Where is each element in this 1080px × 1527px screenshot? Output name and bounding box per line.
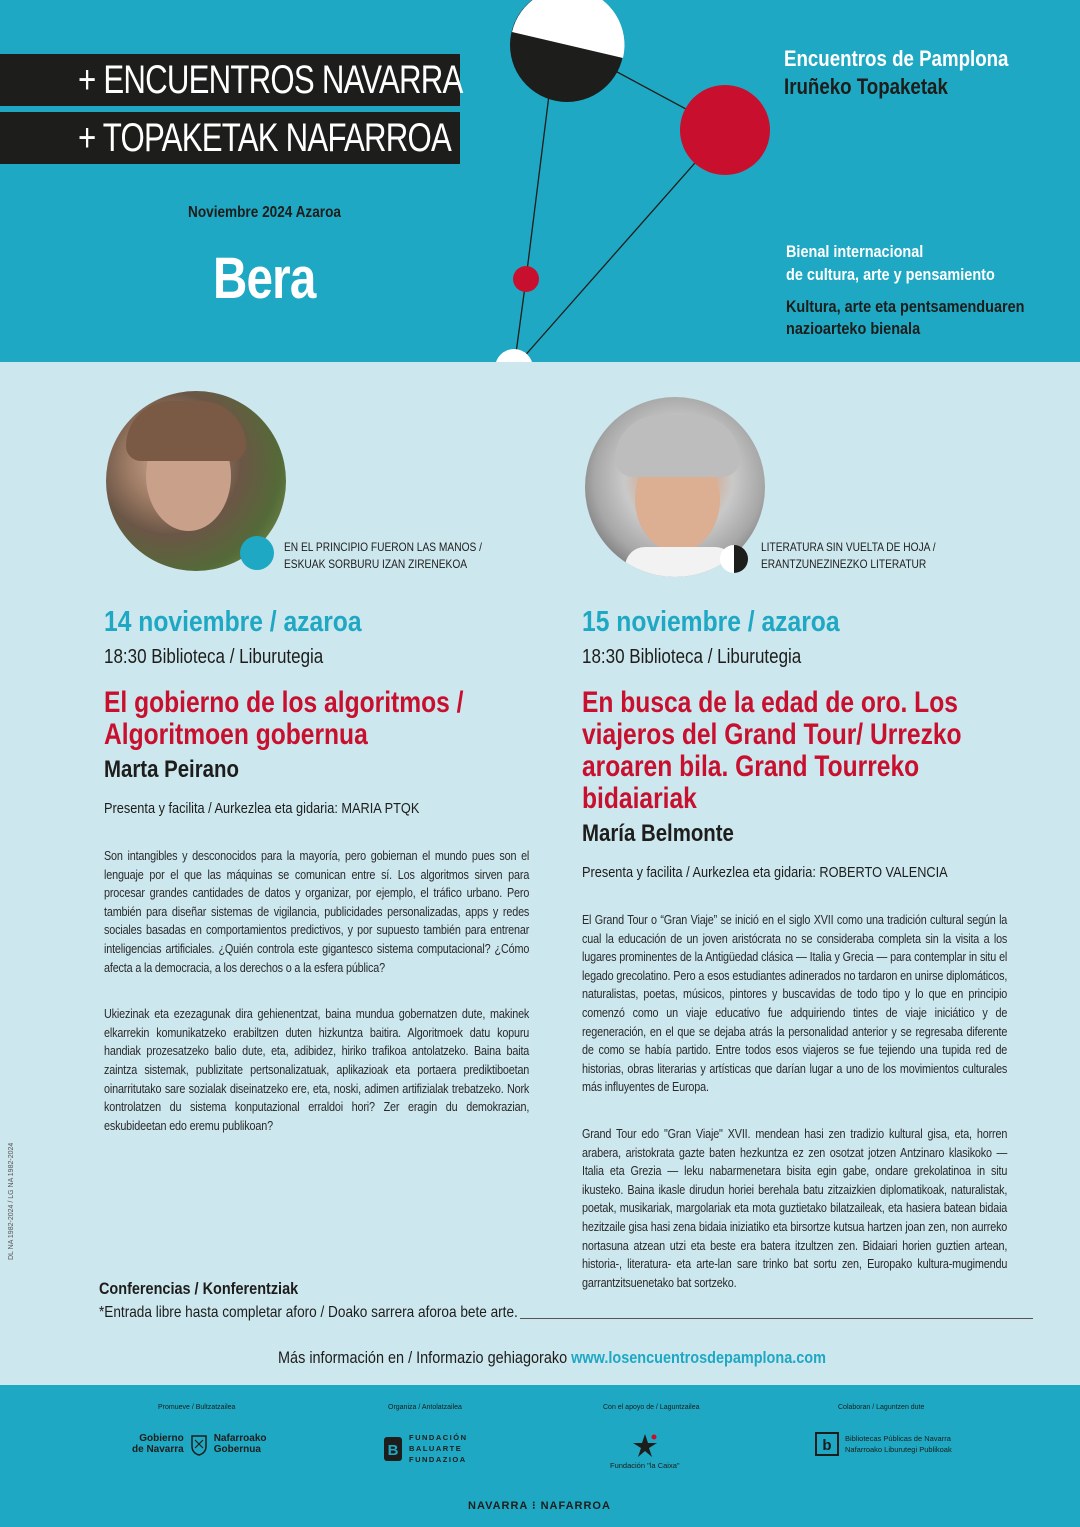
legal-deposit: DL NA 1982-2024 / LG NA 1982-2024 bbox=[8, 1142, 15, 1260]
event-date: 15 noviembre / azaroa bbox=[582, 606, 840, 638]
event-speaker: María Belmonte bbox=[582, 820, 734, 847]
event-speaker: Marta Peirano bbox=[104, 756, 239, 783]
event-description-es: Son intangibles y desconocidos para la mayoría, pero gobiernan el mundo pues son el lenguaje por el que las máquinas se comunican entre sí. Los algoritmos sirven para procesar grandes cantidades de datos y organizar, por ejemplo, el tráfico urbano. Pero también para diseñar sistemas de vigilancia, publicidades personalizadas, apps y redes sociales basadas en comportamientos predictivos, y por supuesto también para entrenar inteligencias artificiales. ¿Quién controla este gigantesco sistema computacional? ¿Cómo afecta a la democracia, a los derechos o a la esfera pública? bbox=[104, 848, 530, 975]
svg-text:b: b bbox=[822, 1437, 832, 1454]
more-info: Más información en / Informazio gehiagorako www.losencuentrosdepamplona.com bbox=[278, 1348, 826, 1367]
caixa-star-icon bbox=[630, 1432, 660, 1458]
series-label-2: LITERATURA SIN VUELTA DE HOJA / ERANTZUNEZINEZKO LITERATUR bbox=[761, 540, 936, 571]
sponsor-la-caixa: Fundación "la Caixa" bbox=[610, 1432, 680, 1471]
entry-note: *Entrada libre hasta completar aforo / Doako sarrera aforoa bete arte. bbox=[99, 1304, 518, 1321]
sponsor-gobierno-navarra: Gobierno de Navarra Nafarroako Gobernua bbox=[132, 1433, 267, 1455]
divider-line bbox=[520, 1318, 1033, 1319]
event-time-place: 18:30 Biblioteca / Liburutegia bbox=[582, 646, 802, 668]
org-subtitle: Iruñeko Topaketak bbox=[784, 74, 948, 99]
event-description-eu: Grand Tour edo "Gran Viaje" XVII. mendean hasi zen tradizio kultural gisa, eta, horren arabera, aristokrata gazte baten hezkuntza ez zen osotzat jotzen Antzinaro klasikoko — Italia eta Grezia — leku nabarmenetara bisita egin gabe, ondare grekolatinoa in situ ikusteko. Baina ikasle dirudun horiei berehala batu zitzaizkien diplomatikoak, naturalistak, poetak, musikariak, margolariak eta mota guztietako bilatzaileak, eta hasiera batean bidaia hezitzaile gisa hasi zena bidaia iniziatiko eta birsortze kutsua hartzen joan zen, non aurreko nortasuna atzean utzi eta beste era batera itzultzen zen. Bidaiari horien guztien artean, historia-, literatura- eta arte-lan sare trinko bat sortu zen, Europako kultura-mugimendu garrantzitsuenetako bat sortzeko. bbox=[582, 1125, 1008, 1290]
biennial-es: Bienal internacional de cultura, arte y pensamiento bbox=[786, 242, 995, 284]
series-dot-teal bbox=[240, 536, 274, 570]
series-label-1: EN EL PRINCIPIO FUERON LAS MANOS / ESKUAK SORBURU IZAN ZIRENEKOA bbox=[284, 540, 482, 571]
library-logo-icon bbox=[815, 1432, 839, 1456]
brand-bar-eu: + TOPAKETAK NAFARROA bbox=[0, 112, 460, 164]
biennial-eu: Kultura, arte eta pentsamenduaren nazioarteko bienala bbox=[786, 297, 1025, 338]
event-column-1 bbox=[104, 604, 529, 1135]
red-circle-large bbox=[680, 85, 770, 175]
event-time-place: 18:30 Biblioteca / Liburutegia bbox=[104, 646, 324, 668]
sponsor-label: Organiza / Antolatzailea bbox=[388, 1404, 462, 1411]
town-title: Bera bbox=[213, 246, 316, 311]
sponsor-bibliotecas: b Bibliotecas Públicas de Navarra Nafarroako Liburutegi Publikoak bbox=[815, 1432, 952, 1456]
event-description-eu: Ukiezinak eta ezezagunak dira gehienentzat, baina mundua gobernatzen dute, makinek elkarrekin komunikatzeko erabiltzen duten hizkuntza baitira. Algoritmoek datu kopuru handiak prozesatzeko balio dute, eta, adibidez, hiriko trafikoa antolatzeko. Baina baita zaintza sistemak, publizitate pertsonalizatuak, aplikazioak eta portaera prediktiboetan oinarritutako sare sozialak diseinatzeko ere, eta, noski, adimen artifizialak trebatzeko. Nork kontrolatzen du sistema konputazional erraldoi hori? Zer eragin du demokrazian, eskubideetan edo eremu publikoan? bbox=[104, 1006, 530, 1133]
event-presenter: Presenta y facilita / Aurkezlea eta gidaria: MARIA PTQK bbox=[104, 800, 420, 817]
navarra-brand: NAVARRA ⁝ NAFARROA bbox=[468, 1500, 611, 1512]
event-title: El gobierno de los algoritmos / Algoritmoen gobernua bbox=[104, 686, 464, 751]
event-description-es: El Grand Tour o “Gran Viaje” se inició en el siglo XVII como una tradición cultural según la cual la educación de un joven aristócrata no se consideraba completa sin la visita a los lugares prominentes de la Antigüedad clásica — Italia y Grecia — para contemplar in situ el legado grecolatino. Pero a esos estudiantes adinerados no tardaron en unirse diplomáticos, naturalistas, poetas, músicos, pintores y buscavidas de todo tipo y lo que en principio comenzó como un viaje educativo fue adquiriendo tintes de viaje iniciático y de regeneración, en el que se dejaba atrás la personalidad anterior y se regresaba diferente de como se había partido. Entre todos esos viajeros se fue tejiendo una tupida red de historias, obras literarias y artísticas que darían lugar a uno de los movimientos culturales más influyentes de Europa. bbox=[582, 912, 1008, 1095]
event-column-2 bbox=[582, 604, 1007, 1292]
event-date: 14 noviembre / azaroa bbox=[104, 606, 362, 638]
event-title: En busca de la edad de oro. Los viajeros del Grand Tour/ Urrezko aroaren bila. Grand Tourreko bidaiariak bbox=[582, 686, 962, 815]
sponsor-label: Colaboran / Laguntzen dute bbox=[838, 1404, 925, 1411]
sponsor-label: Con el apoyo de / Laguntzailea bbox=[603, 1404, 700, 1411]
event-month: Noviembre 2024 Azaroa bbox=[188, 204, 341, 221]
website-link[interactable]: www.losencuentrosdepamplona.com bbox=[571, 1348, 826, 1367]
red-circle-small bbox=[513, 266, 539, 292]
event-presenter: Presenta y facilita / Aurkezlea eta gidaria: ROBERTO VALENCIA bbox=[582, 864, 948, 881]
sponsor-label: Promueve / Bultzatzailea bbox=[158, 1404, 236, 1411]
baluarte-logo-icon bbox=[383, 1436, 403, 1462]
org-title: Encuentros de Pamplona bbox=[784, 46, 1009, 71]
brand-bar-es: + ENCUENTROS NAVARRA bbox=[0, 54, 460, 106]
navarra-shield-icon bbox=[190, 1432, 208, 1456]
sponsor-baluarte: B FUNDACIÓN BALUARTE FUNDAZIOA bbox=[383, 1432, 468, 1465]
svg-text:B: B bbox=[387, 1441, 399, 1459]
conferences-label: Conferencias / Konferentziak bbox=[99, 1279, 299, 1298]
